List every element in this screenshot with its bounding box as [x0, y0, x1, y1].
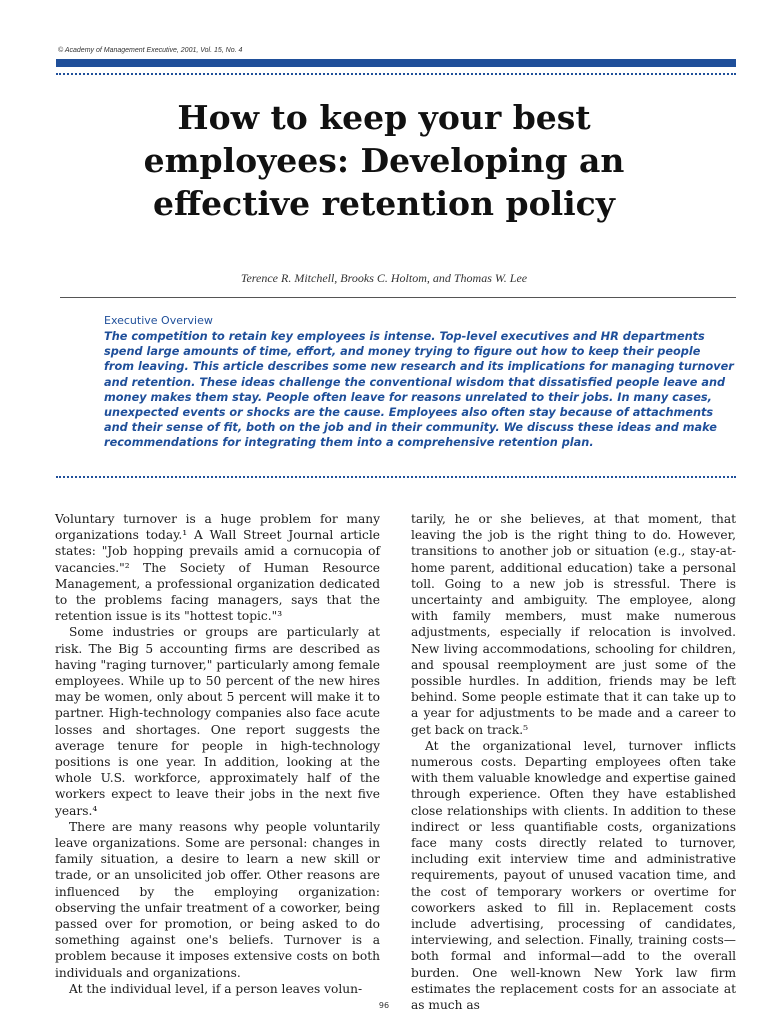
paragraph: Voluntary turnover is a huge problem for many organizations today.¹ A Wall Street Journal article states: "Job hopping prevails amid a cornucopia of vacancies."² The Society of Human Resource Management, a professional organization dedicated to the problems facing managers, says that the retention issue is its "hottest topic."³	[55, 512, 380, 624]
overview-body: The competition to retain key employees is intense. Top-level executives and HR departments spend large amounts of time, effort, and money trying to figure out how to keep their people from leaving. This article describes some new research and its implications for managing turnover and retention. These ideas challenge the conventional wisdom that dissatisfied people leave and money makes them stay. People often leave for reasons unrelated to their jobs. In many cases, unexpected events or shocks are the cause. Employees also often stay because of attachments and their sense of fit, both on the job and in their community. We discuss these ideas and make recommendations for integrating them into a comprehensive retention plan.	[104, 330, 734, 450]
left-column	[55, 511, 380, 997]
article-authors: Terence R. Mitchell, Brooks C. Holtom, and Thomas W. Lee	[240, 271, 528, 285]
overview-heading: Executive Overview	[104, 314, 213, 327]
header-accent-bar	[56, 59, 736, 67]
paragraph: There are many reasons why people voluntarily leave organizations. Some are personal: changes in family situation, a desire to learn a new skill or trade, or an unsolicited job offer. Other reasons are influenced by the employing organization: observing the unfair treatment of a coworker, being passed over for promotion, or being asked to do something against one's beliefs. Turnover is a problem because it imposes extensive costs on both individuals and organizations.	[55, 819, 380, 980]
paragraph: Some industries or groups are particularly at risk. The Big 5 accounting firms are described as having "raging turnover," particularly among female employees. While up to 50 percent of the new hires may be women, only about 5 percent will make it to partner. High-technology companies also face acute losses and shortages. One report suggests the average tenure for people in high-technology positions is one year. In addition, looking at the whole U.S. workforce, approximately half of the workers expect to leave their jobs in the next five years.⁴	[55, 625, 380, 818]
right-column	[411, 511, 736, 1013]
title-line: How to keep your best	[177, 98, 591, 137]
title-line: effective retention policy	[153, 184, 615, 223]
article-title	[0, 96, 768, 225]
title-line: employees: Developing an	[143, 141, 625, 180]
paragraph: At the organizational level, turnover inflicts numerous costs. Departing employees often take with them valuable knowledge and expertise gained through experience. Often they have established close relationships with clients. In addition to these indirect or less quantifiable costs, organizations face many costs directly related to turnover, including exit interview time and administrative requirements, payout of unused vacation time, and the cost of temporary workers or overtime for coworkers asked to fill in. Replacement costs include advertising, processing of candidates, interviewing, and selection. Finally, training costs—both formal and informal—add to the overall burden. One well-known New York law firm estimates the replacement costs for an associate at as much as	[411, 738, 736, 1013]
authors-rule	[60, 297, 736, 298]
executive-overview	[104, 314, 734, 451]
header-dotted-rule	[56, 73, 736, 75]
paragraph: tarily, he or she believes, at that moment, that leaving the job is the right thing to do. However, transitions to another job or situation (e.g., stay-at-home parent, additional education) take a personal toll. Going to a new job is stressful. There is uncertainty and ambiguity. The employee, along with family members, must make numerous adjustments, especially if relocation is involved. New living accommodations, schooling for children, and spousal reemployment are just some of the possible hurdles. In addition, friends may be left behind. Some people estimate that it can take up to a year for adjustments to be made and a career to get back on track.⁵	[411, 512, 736, 737]
paragraph: At the individual level, if a person leaves volun-	[69, 981, 363, 996]
page-number: 96	[378, 1001, 390, 1010]
journal-citation: © Academy of Management Executive, 2001, Vol. 15, No. 4	[58, 47, 243, 54]
overview-dotted-rule	[56, 476, 736, 478]
